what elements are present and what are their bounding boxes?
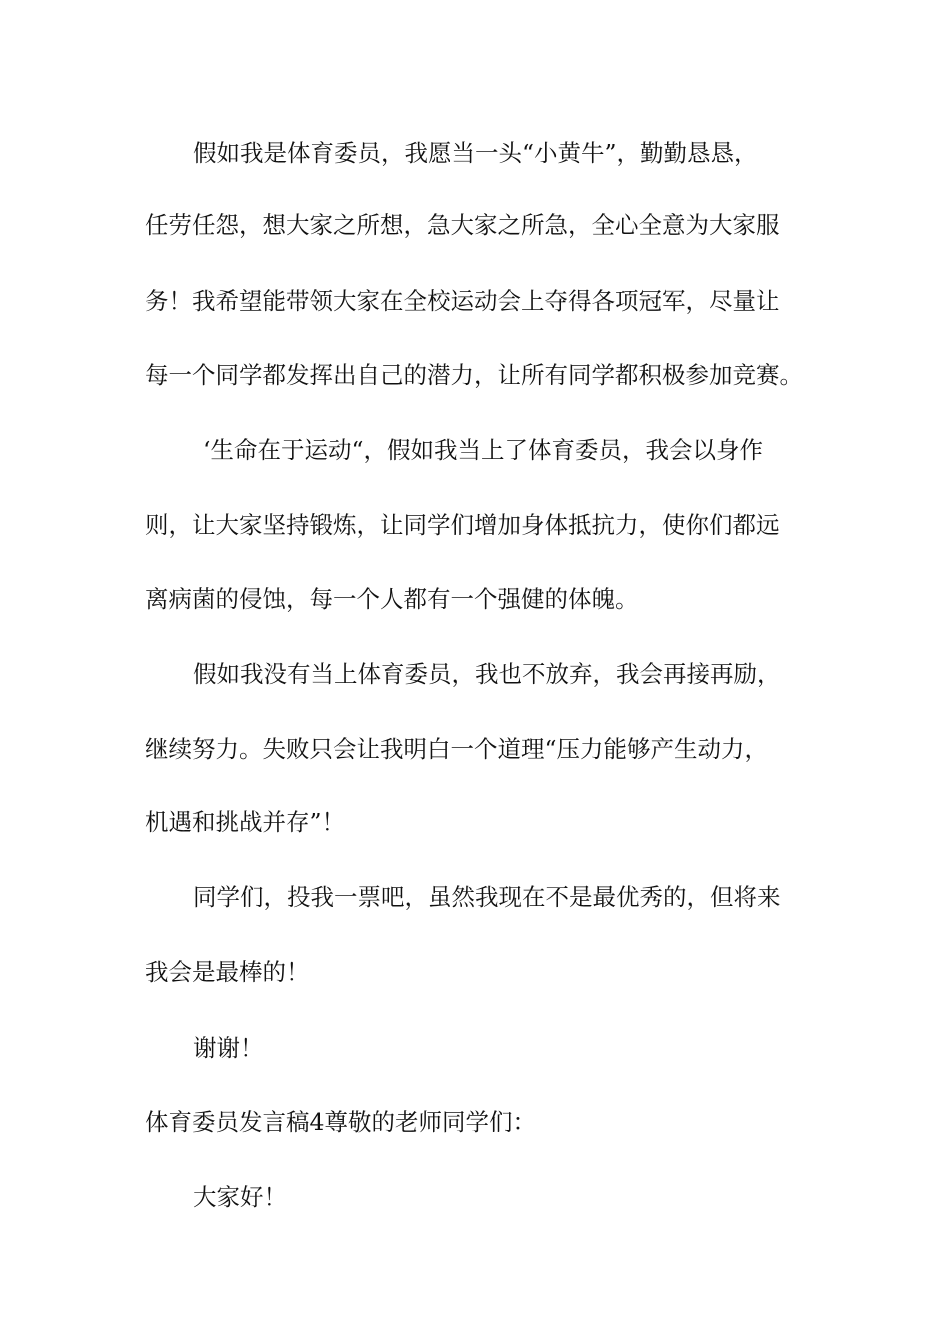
paragraph-line: 任劳任怨，想大家之所想，急大家之所急，全心全意为大家服	[145, 211, 780, 239]
paragraph-line: 则，让大家坚持锻炼，让同学们增加身体抵抗力，使你们都远	[145, 511, 780, 539]
paragraph-line: 假如我没有当上体育委员，我也不放弃，我会再接再励，	[193, 660, 781, 688]
paragraph-line: 离病菌的侵蚀，每一个人都有一个强健的体魄。	[145, 585, 639, 613]
paragraph-line: 假如我是体育委员，我愿当一头“小黄牛”，勤勤恳恳，	[193, 139, 758, 167]
heading-line: 体育委员发言稿4尊敬的老师同学们：	[145, 1108, 536, 1136]
paragraph-line: 同学们，投我一票吧，虽然我现在不是最优秀的，但将来	[193, 883, 781, 911]
greeting-line: 大家好！	[193, 1183, 287, 1211]
paragraph-line: 我会是最棒的！	[145, 958, 310, 986]
paragraph-line: 机遇和挑战并存”！	[145, 808, 346, 836]
paragraph-line: ‘生命在于运动“，假如我当上了体育委员，我会以身作	[203, 436, 763, 464]
paragraph-line: 每一个同学都发挥出自己的潜力，让所有同学都积极参加竞赛。	[145, 361, 803, 389]
paragraph-line: 继续努力。失败只会让我明白一个道理“压力能够产生动力，	[145, 735, 769, 763]
paragraph-line: 务！我希望能带领大家在全校运动会上夺得各项冠军，尽量让	[145, 287, 780, 315]
paragraph-line: 谢谢！	[193, 1034, 264, 1062]
